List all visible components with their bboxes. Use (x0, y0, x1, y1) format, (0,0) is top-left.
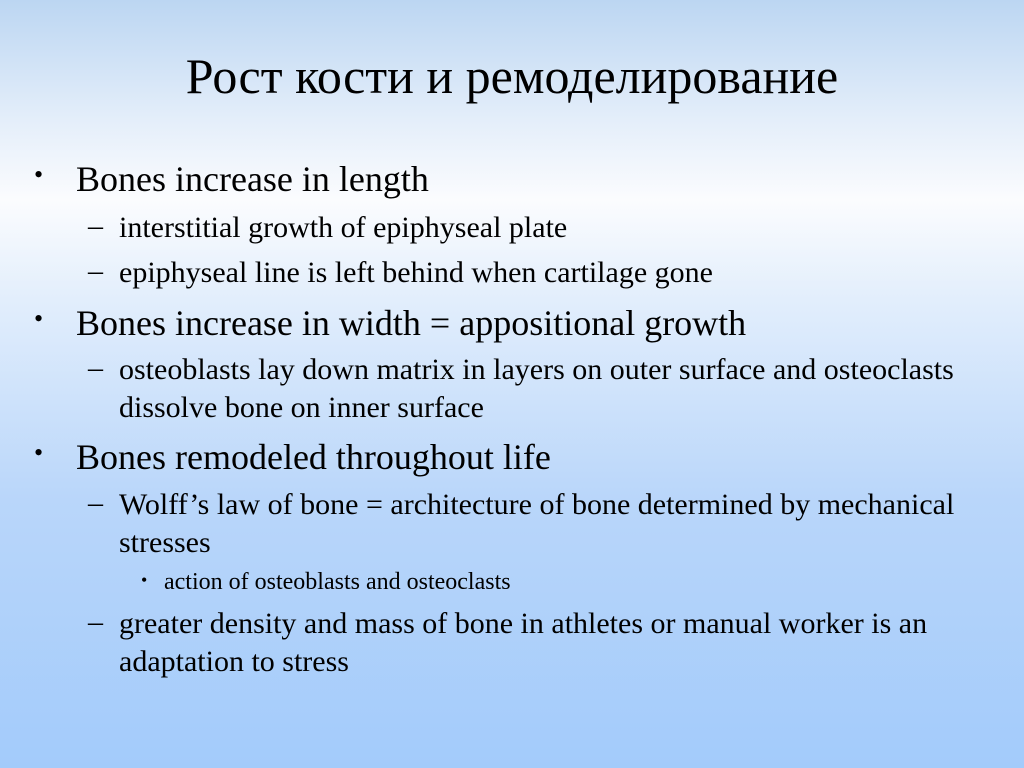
dash-marker: – (88, 351, 103, 384)
bullet-marker: • (34, 160, 44, 189)
bullet-marker: • (34, 438, 44, 467)
dash-marker: – (88, 605, 103, 638)
dash-marker: – (88, 486, 103, 519)
dash-marker: – (88, 209, 103, 242)
bullet-marker: • (34, 304, 44, 333)
sub-wolffs-law: Wolff’s law of bone = architecture of bone determined by mechanical stresses (119, 488, 955, 559)
slide-title: Рост кости и ремоделирование (185, 48, 839, 104)
sub-osteoblasts-matrix: osteoblasts lay down matrix in layers on outer surface and osteoclasts dissolve bone on inner surface (119, 353, 954, 424)
subsub-osteoblast-action: action of osteoblasts and osteoclasts (164, 569, 511, 595)
bullet-bones-length: Bones increase in length (76, 159, 429, 199)
sub-greater-density: greater density and mass of bone in athletes or manual worker is an adaptation to stress (119, 607, 928, 678)
bullet-bones-remodeled: Bones remodeled throughout life (76, 437, 551, 477)
bullet-marker-small: • (141, 570, 148, 590)
bullet-bones-width: Bones increase in width = appositional growth (76, 303, 747, 343)
dash-marker: – (88, 254, 103, 287)
sub-interstitial-growth: interstitial growth of epiphyseal plate (119, 211, 568, 244)
sub-epiphyseal-line: epiphyseal line is left behind when cartilage gone (119, 256, 713, 289)
